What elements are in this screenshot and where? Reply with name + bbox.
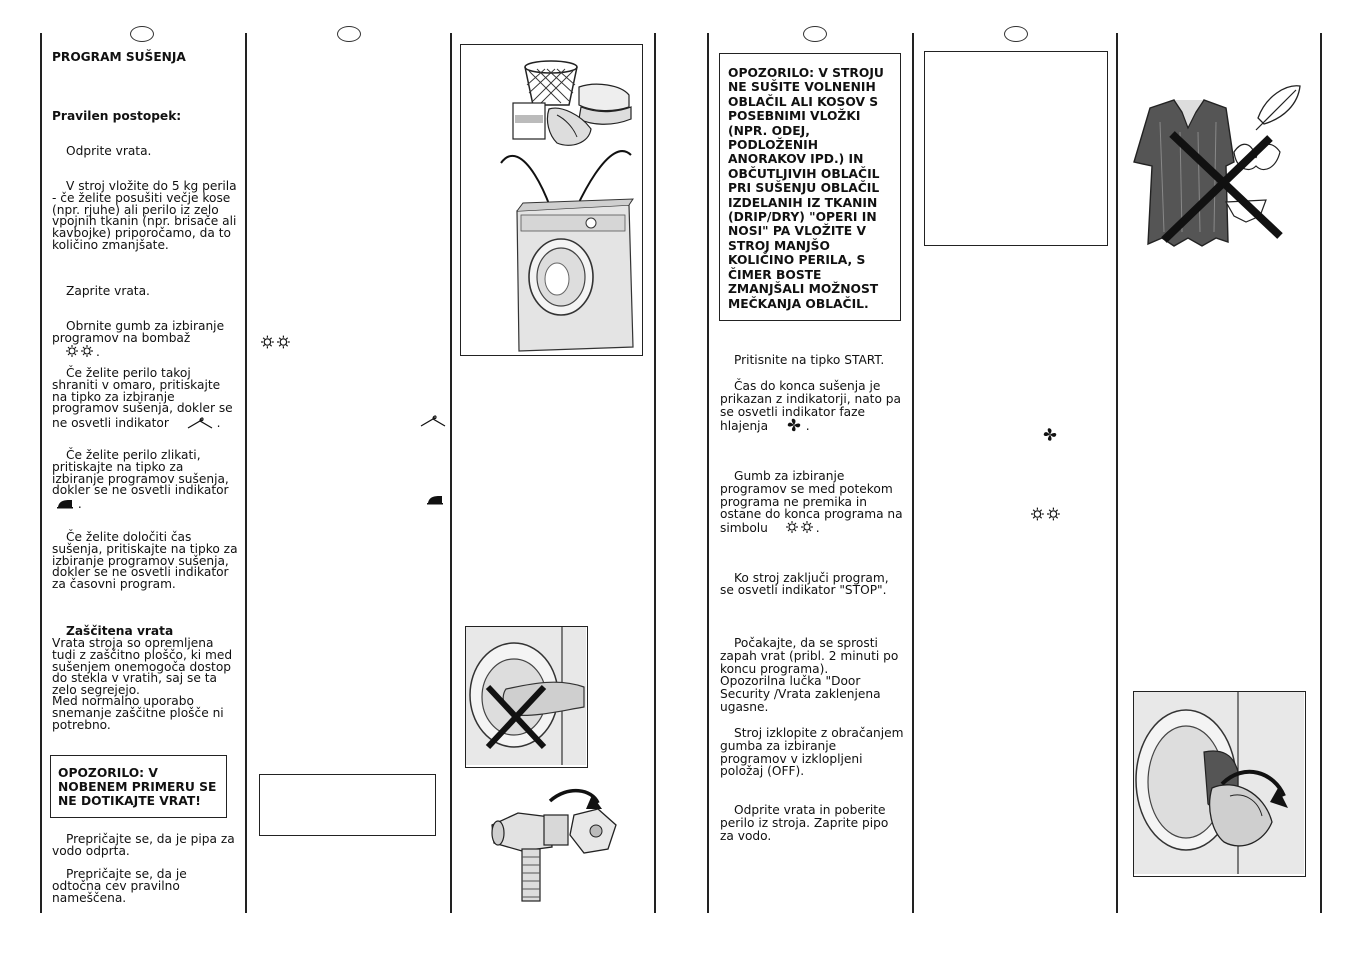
cotton-dry-icon <box>1031 506 1063 525</box>
step-knob-stays: Gumb za izbiranje programov se med potekom programa ne premika in ostane do konca programa na simbolu . <box>720 469 903 536</box>
warning-box <box>719 53 901 321</box>
no-delicates-illustration <box>1130 82 1306 256</box>
iron-icon <box>42 497 74 512</box>
step-knob-text: Obrnite gumb za izbiranje programov na bombaž <box>52 319 225 345</box>
step-knob-stays-text: Gumb za izbiranje programov se med potekom programa ne premika in ostane do konca programa na simbolu <box>720 469 903 536</box>
language-marker <box>130 26 154 42</box>
cotton-dry-icon <box>52 345 96 360</box>
door-no-touch-illustration <box>465 626 588 768</box>
section-title: PROGRAM SUŠENJA <box>52 50 186 64</box>
fan-cooling-icon <box>772 418 802 435</box>
cotton-dry-icon <box>772 521 816 536</box>
cotton-dry-icon <box>261 334 293 353</box>
step-timed: Če želite določiti čas sušenja, pritiskajte na tipko za izbiranje programov sušenja, dokler se ne osvetli indikator za časovni program. <box>52 530 238 592</box>
divider <box>654 33 656 913</box>
step-open-door: Odprite vrata. <box>66 144 152 158</box>
step-iron-text: Če želite perilo zlikati, pritiskajte na tipko za izbiranje programov sušenja, dokler se ne osvetli indikator <box>52 448 229 498</box>
laundry-machine-illustration <box>460 44 643 356</box>
water-tap-illustration <box>488 785 620 909</box>
hanger-icon <box>173 415 213 432</box>
step-time: Čas do konca sušenja je prikazan z indikatorji, nato pa se osvetli indikator faze hlajenja . <box>720 379 901 434</box>
step-lamp: Opozorilna lučka "Door Security /Vrata zaklenjena ugasne. <box>720 674 881 714</box>
remove-laundry-illustration <box>1133 691 1306 877</box>
language-marker <box>803 26 827 42</box>
step-wardrobe-text: Če želite perilo takoj shraniti v omaro, pritiskajte na tipko za izbiranje programov sušenja, dokler se ne osvetli indikator <box>52 366 233 431</box>
language-marker <box>1004 26 1028 42</box>
check-drain: Prepričajte se, da je odtočna cev pravilno nameščena. <box>52 867 187 905</box>
divider <box>707 33 709 913</box>
step-start: Pritisnite na tipko START. <box>734 353 885 367</box>
section-subtitle: Pravilen postopek: <box>52 109 182 123</box>
divider <box>1116 33 1118 913</box>
empty-note-box <box>259 774 436 836</box>
empty-note-box <box>924 51 1108 246</box>
door-text-2: Med normalno uporabo snemanje zaščitne plošče ni potrebno. <box>52 694 224 732</box>
divider <box>245 33 247 913</box>
step-wardrobe: Če želite perilo takoj shraniti v omaro, pritiskajte na tipko za izbiranje programov sušenja, dokler se ne osvetli indikator . <box>52 366 233 431</box>
divider <box>40 33 42 913</box>
warning-box <box>50 755 227 818</box>
language-marker <box>337 26 361 42</box>
warning-text: OPOZORILO: V STROJU NE SUŠITE VOLNENIH OBLAČIL ALI KOSOV S POSEBNIMI VLOŽKI (NPR. ODEJ, PODLOŽENIH ANORAKOV IPD.) IN OBČUTLJIVIH OBLAČIL PRI SUŠENJU OBLAČIL IZDELANIH IZ TKANIN (DRIP/DRY) "OPERI IN NOSI" PA VLOŽITE V STROJ MANJŠO KOLIČINO PERILA, S ČIMER BOSTE ZMANJŠALI MOŽNOST MEČKANJA OBLAČIL. <box>728 66 884 311</box>
divider <box>1320 33 1322 913</box>
step-time-text: Čas do konca sušenja je prikazan z indikatorji, nato pa se osvetli indikator faze hlajenja <box>720 379 901 434</box>
step-wait: Počakajte, da se sprosti zapah vrat (pribl. 2 minuti po koncu programa). <box>720 636 899 676</box>
iron-icon <box>426 490 444 509</box>
step-close-door: Zaprite vrata. <box>66 284 150 298</box>
step-iron: Če želite perilo zlikati, pritiskajte na tipko za izbiranje programov sušenja, dokler se ne osvetli indikator . <box>52 450 238 512</box>
hanger-icon <box>420 412 446 431</box>
warning-text: OPOZORILO: V NOBENEM PRIMERU SE NE DOTIKAJTE VRAT! <box>58 766 217 808</box>
door-title: Zaščitena vrata <box>66 624 174 638</box>
door-text-1: Vrata stroja so opremljena tudi z zaščitno ploščo, ki med sušenjem onemogoča dostop do stekla v vratih, saj se ta zelo segrejejo. <box>52 636 233 698</box>
fan-cooling-icon <box>1042 427 1058 446</box>
check-tap: Prepričajte se, da je pipa za vodo odprta. <box>52 832 235 858</box>
step-remove: Odprite vrata in poberite perilo iz stroja. Zaprite pipo za vodo. <box>720 803 889 843</box>
step-stop: Ko stroj zaključi program, se osvetli indikator "STOP". <box>720 571 889 597</box>
divider <box>450 33 452 913</box>
step-knob: Obrnite gumb za izbiranje programov na bombaž . <box>52 319 225 359</box>
divider <box>912 33 914 913</box>
step-off: Stroj izklopite z obračanjem gumba za izbiranje programov v izklopljeni položaj (OFF). <box>720 726 904 779</box>
step-load: V stroj vložite do 5 kg perila - če želite posušiti večje kose (npr. rjuhe) ali perilo iz zelo vpojnih tkanin (npr. brisače ali kavbojke) priporočamo, da to količino zmanjšate. <box>52 179 237 252</box>
